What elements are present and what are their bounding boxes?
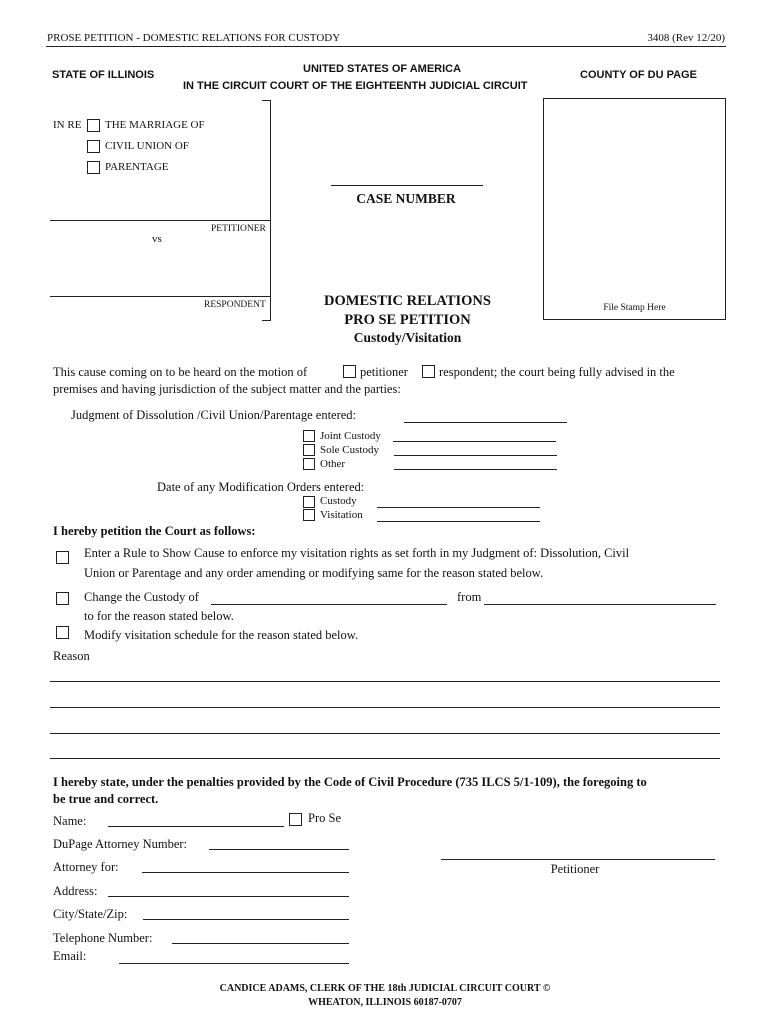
marriage-label: THE MARRIAGE OF (105, 119, 205, 131)
from-label: from (457, 590, 482, 604)
to-reason-text: to for the reason stated below. (84, 609, 234, 623)
form-title: PROSE PETITION - DOMESTIC RELATIONS FOR CUSTODY (47, 32, 341, 44)
phone-line[interactable] (172, 943, 349, 944)
petition-heading: I hereby petition the Court as follows: (53, 524, 256, 538)
statement-text-1: I hereby state, under the penalties provided by the Code of Civil Procedure (735 ILCS 5/1-109), the foregoing to (53, 775, 647, 789)
email-label: Email: (53, 949, 87, 963)
name-label: Name: (53, 814, 87, 828)
reason-line-4[interactable] (50, 758, 720, 759)
other-label: Other (320, 458, 346, 470)
reason-line-3[interactable] (50, 733, 720, 734)
petitioner-line[interactable] (50, 220, 270, 221)
statement-text-2: be true and correct. (53, 792, 159, 806)
pro-se-label: Pro Se (308, 811, 341, 825)
joint-custody-line[interactable] (393, 441, 556, 442)
country-label: UNITED STATES OF AMERICA (303, 63, 462, 75)
motion-respondent-label: respondent; the court being fully advised in the (439, 365, 675, 379)
rule-checkbox[interactable] (56, 551, 69, 564)
email-line[interactable] (119, 963, 349, 964)
pro-se-checkbox[interactable] (289, 813, 302, 826)
sole-custody-label: Sole Custody (320, 444, 379, 456)
other-checkbox[interactable] (303, 458, 315, 470)
footer-line-2: WHEATON, ILLINOIS 60187-0707 (308, 997, 462, 1008)
caption-bracket-top (262, 100, 271, 101)
footer-line-1: CANDICE ADAMS, CLERK OF THE 18th JUDICIAL CIRCUIT COURT © (219, 983, 551, 994)
header-rule (46, 46, 726, 47)
modify-text: Modify visitation schedule for the reason stated below. (84, 628, 359, 642)
title-line-2: PRO SE PETITION (344, 312, 471, 328)
custody-label: Custody (320, 495, 357, 507)
joint-custody-checkbox[interactable] (303, 430, 315, 442)
case-number-label: CASE NUMBER (356, 191, 456, 206)
file-stamp-label: File Stamp Here (603, 303, 666, 313)
judgment-label: Judgment of Dissolution /Civil Union/Parentage entered: (71, 408, 357, 422)
parentage-checkbox[interactable] (87, 161, 100, 174)
county-label: COUNTY OF DU PAGE (580, 69, 697, 81)
sole-custody-line[interactable] (394, 455, 557, 456)
parentage-label: PARENTAGE (105, 161, 169, 173)
title-line-3: Custody/Visitation (353, 330, 462, 345)
rule-text-1: Enter a Rule to Show Cause to enforce my visitation rights as set forth in my Judgment of: Dissolution, Civil (84, 546, 630, 560)
motion-text-2: premises and having jurisdiction of the subject matter and the parties: (53, 382, 401, 396)
attorney-for-line[interactable] (142, 872, 349, 873)
petitioner-caption: PETITIONER (211, 224, 266, 234)
marriage-checkbox[interactable] (87, 119, 100, 132)
petitioner-signature-label: Petitioner (550, 862, 600, 876)
joint-custody-label: Joint Custody (320, 430, 381, 442)
vs-label: vs (152, 233, 162, 245)
motion-petitioner-checkbox[interactable] (343, 365, 356, 378)
caption-bracket (270, 100, 271, 320)
file-stamp-box (543, 98, 726, 320)
judgment-date-line[interactable] (404, 422, 567, 423)
reason-line-1[interactable] (50, 681, 720, 682)
motion-petitioner-label: petitioner (360, 365, 408, 379)
visitation-date-line[interactable] (377, 521, 540, 522)
phone-label: Telephone Number: (53, 931, 153, 945)
custody-checkbox[interactable] (303, 496, 315, 508)
reason-label: Reason (53, 649, 90, 663)
from-line[interactable] (484, 604, 716, 605)
modification-label: Date of any Modification Orders entered: (157, 480, 365, 494)
attorney-number-line[interactable] (209, 849, 349, 850)
address-label: Address: (53, 884, 98, 898)
court-label: IN THE CIRCUIT COURT OF THE EIGHTEENTH JUDICIAL CIRCUIT (183, 80, 528, 92)
city-line[interactable] (143, 919, 349, 920)
motion-text: This cause coming on to be heard on the motion of (53, 365, 308, 379)
custody-date-line[interactable] (377, 507, 540, 508)
attorney-number-label: DuPage Attorney Number: (53, 837, 188, 851)
reason-line-2[interactable] (50, 707, 720, 708)
state-label: STATE OF ILLINOIS (52, 69, 155, 81)
rule-text-2: Union or Parentage and any order amending or modifying same for the reason stated below. (84, 566, 544, 580)
change-custody-checkbox[interactable] (56, 592, 69, 605)
city-label: City/State/Zip: (53, 907, 128, 921)
form-number: 3408 (Rev 12/20) (647, 32, 725, 44)
motion-respondent-checkbox[interactable] (422, 365, 435, 378)
visitation-checkbox[interactable] (303, 509, 315, 521)
attorney-for-label: Attorney for: (53, 860, 119, 874)
modify-checkbox[interactable] (56, 626, 69, 639)
civil-union-label: CIVIL UNION OF (105, 140, 189, 152)
case-number-line[interactable] (331, 185, 483, 186)
visitation-label: Visitation (320, 509, 363, 521)
name-line[interactable] (108, 826, 284, 827)
civil-union-checkbox[interactable] (87, 140, 100, 153)
other-line[interactable] (394, 469, 557, 470)
sole-custody-checkbox[interactable] (303, 444, 315, 456)
title-line-1: DOMESTIC RELATIONS (324, 293, 491, 309)
petitioner-signature-line[interactable] (441, 859, 715, 860)
respondent-caption: RESPONDENT (204, 300, 266, 310)
change-custody-label: Change the Custody of (84, 590, 199, 604)
address-line[interactable] (108, 896, 349, 897)
change-custody-line[interactable] (211, 604, 447, 605)
in-re-label: IN RE (53, 119, 82, 131)
